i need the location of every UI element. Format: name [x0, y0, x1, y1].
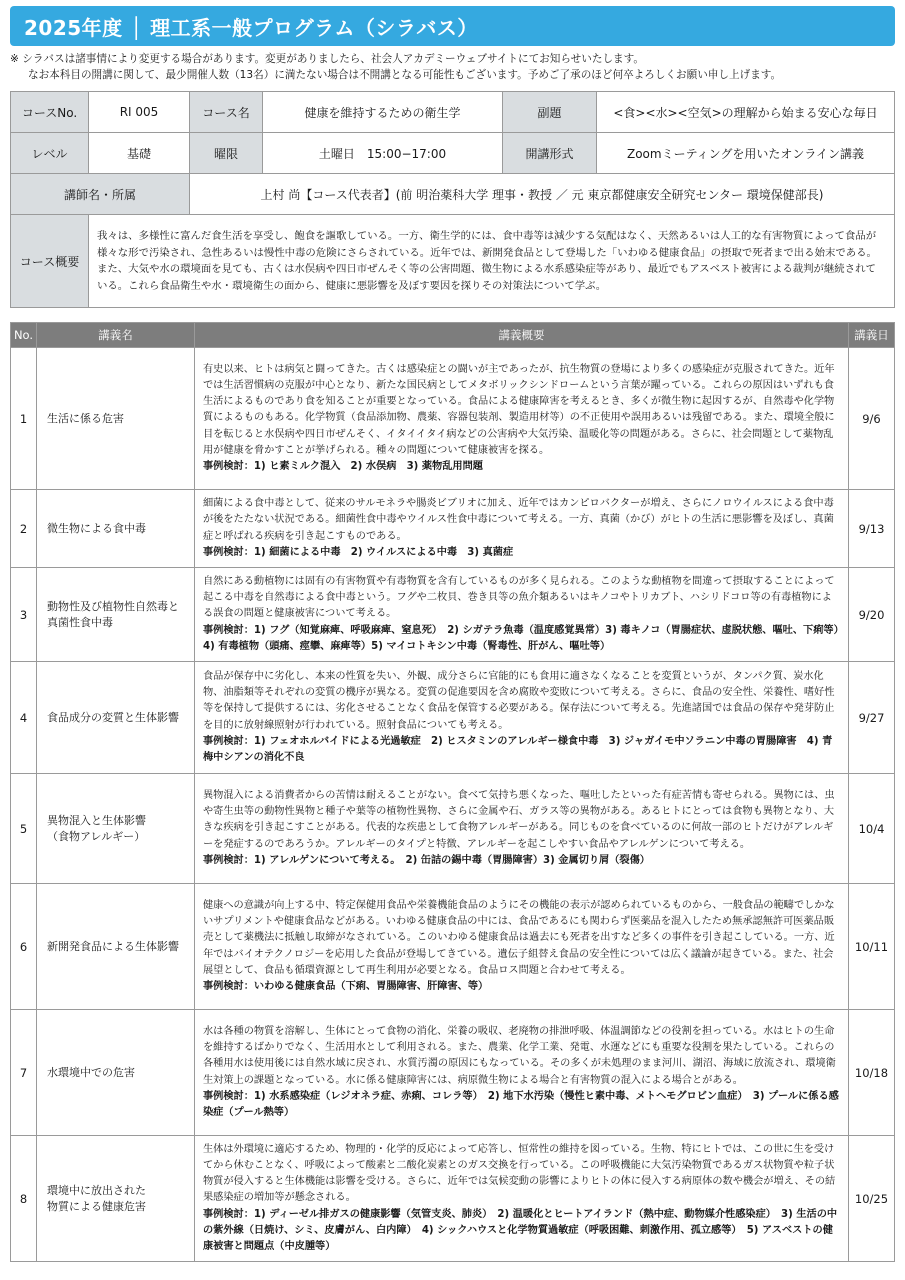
lecture-table-header — [11, 323, 895, 348]
lecture-name: 水環境中での危害 — [37, 1010, 195, 1136]
lecture-summary-text: 生体は外環境に適応するため、物理的・化学的反応によって応答し、恒常性の維持を図っている。生物、特にヒトでは、この世に生を受けてから休むことなく、呼吸によって酸素と二酸化炭素とのガス交換を行っている。この呼吸機能に大気汚染物質であるガス状物質や粒子状物質が侵入すると生体機能は影響を受ける。さらに、近年では気候変動の影響によりヒトの体に侵入する病原体の数や機会が増え、その結果感染症の増加等が懸念される。 — [203, 1144, 836, 1204]
lecture-case-study: 事例検討：いわゆる健康食品（下痢、胃腸障害、肝障害、等） — [203, 980, 489, 992]
lecture-case-study: 事例検討：1) 水系感染症（レジオネラ症、赤痢、コレラ等） 2) 地下水汚染（慢性ヒ素中毒、メトヘモグロビン血症） 3) プールに係る感染症（プール熱等） — [203, 1090, 839, 1118]
lecture-summary-text: 異物混入による消費者からの苦情は耐えることがない。食べて気持ち悪くなった、嘔吐したといった有症苦情も寄せられる。異物には、虫や寄生虫等の動物性異物と種子や葉等の植物性異物、さらに金属や石、ガラス等の異物がある。あるヒトにとっては食物も異物となり、大きな疾病を引き起こすことがある。代表的な疾患として食物アレルギーがある。同じものを食べているのに何故一部のヒトだけがアレルギーを発症するのであろうか。アレルギーのタイプと特徴、アレルギーを起こしやすい食品やアレルゲンについて考える。 — [203, 790, 835, 850]
lecture-summary-text: 有史以来、ヒトは病気と闘ってきた。古くは感染症との闘いが主であったが、抗生物質の登場により多くの感染症が克服されてきた。近年では生活習慣病の克服が中心となり、新たな国民病としてメタボリックシンドロームという言葉が躍っている。これらの原因はいずれも食生活によるものであり食を知ることが重要となっている。食品による健康障害を考えるとき、多くが微生物に起因するが、自然毒や化学物質によるものもある。化学物質（食品添加物、農薬、容器包装剤、製造用材等）の不正使用や誤用あるいは残留である。また、環境全般に目を転じると水俣病や四日市ぜんそく、イタイイタイ病などの公害病や大気汚染、温暖化等の問題がある。さらに、社会問題として薬物乱用が健康を脅かすことが挙げられる。種々の問題について健康被害を探る。 — [203, 364, 835, 456]
course-day-label: 曜限 — [190, 133, 263, 174]
lecture-summary — [195, 490, 849, 568]
course-subtitle-label: 副題 — [503, 92, 597, 133]
lecture-summary-text: 細菌による食中毒として、従来のサルモネラや腸炎ビブリオに加え、近年ではカンピロバクターが増え、さらにノロウイルスによる食中毒が後をたたない状況である。細菌性食中毒やウイルス性食中毒について考える。一方、真菌（かび）がヒトの生活に悪影響を及ぼし、真菌症と呼ばれる疾病を引き起こすものである。 — [203, 498, 834, 542]
lecture-date: 9/20 — [849, 568, 895, 662]
lecture-name: 環境中に放出された 物質による健康危害 — [37, 1136, 195, 1262]
lecture-name: 食品成分の変質と生体影響 — [37, 662, 195, 774]
lecture-summary — [195, 1136, 849, 1262]
lecture-date: 9/6 — [849, 348, 895, 490]
lecture-no: 6 — [11, 884, 37, 1010]
lecture-no: 2 — [11, 490, 37, 568]
lecture-case-study: 事例検討：1) アレルゲンについて考える。 2) 缶詰の錫中毒（胃腸障害）3) 金属切り屑（裂傷） — [203, 854, 650, 866]
table-row — [11, 884, 895, 1010]
table-row — [11, 662, 895, 774]
lecture-no: 8 — [11, 1136, 37, 1262]
lecture-summary — [195, 884, 849, 1010]
lecture-summary — [195, 1010, 849, 1136]
lecture-table — [10, 322, 895, 1262]
lecture-date: 9/13 — [849, 490, 895, 568]
course-overview-label: コース概要 — [11, 215, 89, 308]
course-no-value: RI 005 — [89, 92, 190, 133]
lecture-no: 5 — [11, 774, 37, 884]
table-row — [11, 490, 895, 568]
header-no: No. — [11, 323, 37, 348]
lecture-no: 1 — [11, 348, 37, 490]
lecture-no: 3 — [11, 568, 37, 662]
lecture-summary-text: 食品が保存中に劣化し、本来の性質を失い、外観、成分さらに官能的にも食用に適さなくなることを変質というが、タンパク質、炭水化物、油脂類等それぞれの変質の機序が異なる。変質の促進要因を含め腐敗や変敗について考える。さらに、食品の安全性、栄養性、嗜好性等を保持して提供するには、劣化させることなく食品を保管する必要がある。保存法について考える。先進諸国では食品の保存や発芽防止を目的に放射線照射が行われている。照射食品についても考える。 — [203, 671, 835, 731]
course-subtitle-value: <食><水><空気>の理解から始まる安心な毎日 — [597, 92, 895, 133]
lecture-case-study: 事例検討：1) フェオホルバイドによる光過敏症 2) ヒスタミンのアレルギー様食中毒 3) ジャガイモ中ソラニン中毒の胃腸障害 4) 青梅中シアンの消化不良 — [203, 735, 833, 763]
course-name-label: コース名 — [190, 92, 263, 133]
header-name: 講義名 — [37, 323, 195, 348]
course-info-row — [11, 215, 895, 308]
lecture-no: 4 — [11, 662, 37, 774]
course-no-label: コースNo. — [11, 92, 89, 133]
notice-line-1: ※ シラバスは諸事情により変更する場合があります。変更がありましたら、社会人アカデミーウェブサイトにてお知らせいたします。 — [10, 53, 644, 65]
course-info-row — [11, 133, 895, 174]
lecture-no: 7 — [11, 1010, 37, 1136]
course-info-table — [10, 91, 895, 308]
notice-line-2: なお本科目の開講に関して、最少開催人数（13名）に満たない場合は不開講となる可能性もございます。予めご了承のほど何卒よろしくお願い申し上げます。 — [28, 69, 782, 81]
course-format-label: 開講形式 — [503, 133, 597, 174]
lecture-case-study: 事例検討：1) 細菌による中毒 2) ウイルスによる中毒 3) 真菌症 — [203, 546, 514, 558]
course-overview-text: 我々は、多様性に富んだ食生活を享受し、飽食を謳歌している。一方、衛生学的には、食中毒等は減少する気配はなく、天然あるいは人工的な有害物質によって食品が様々な形で汚染され、急性あるいは慢性中毒の危険にさらされている。近年では、新開発食品として登場した「いわゆる健康食品」の摂取で死者まで出る始末である。また、大気や水の環境面を見ても、古くは水俣病や四日市ぜんそく等の公害問題、微生物による水系感染症等があり、最近でもアスベスト被害による裁判が継続されている。これら食品衛生や水・環境衛生の面から、健康に悪影響を及ぼす要因を探りその対策法について学ぶ。 — [89, 215, 895, 308]
lecture-name: 異物混入と生体影響 （食物アレルギー） — [37, 774, 195, 884]
lecture-name: 生活に係る危害 — [37, 348, 195, 490]
course-instructor-value: 上村 尚【コース代表者】(前 明治薬科大学 理事・教授 ／ 元 東京都健康安全研究センター 環境保健部長) — [190, 174, 895, 215]
lecture-date: 10/11 — [849, 884, 895, 1010]
lecture-case-study: 事例検討：1) ヒ素ミルク混入 2) 水俣病 3) 薬物乱用問題 — [203, 460, 483, 472]
course-info-row — [11, 92, 895, 133]
course-level-value: 基礎 — [89, 133, 190, 174]
header-date: 講義日 — [849, 323, 895, 348]
header-summary: 講義概要 — [195, 323, 849, 348]
lecture-summary — [195, 348, 849, 490]
lecture-date: 10/25 — [849, 1136, 895, 1262]
course-instructor-label: 講師名・所属 — [11, 174, 190, 215]
lecture-summary-text: 自然にある動植物には固有の有害物質や有毒物質を含有しているものが多く見られる。このような動植物を間違って摂取することによって起こる中毒を自然毒による食中毒という。フグや二枚貝、巻き貝等の魚介類あるいはキノコやトリカブト、ハシリドコロ等の有毒植物による誤食の問題と健康被害について考える。 — [203, 576, 835, 620]
lecture-name: 動物性及び植物性自然毒と 真菌性食中毒 — [37, 568, 195, 662]
lecture-date: 10/18 — [849, 1010, 895, 1136]
course-level-label: レベル — [11, 133, 89, 174]
lecture-summary-text: 健康への意識が向上する中、特定保健用食品や栄養機能食品のようにその機能の表示が認められているものから、一般食品の範疇でしかないサプリメントや健康食品などがある。いわゆる健康食品の中には、食品であるにも関わらず医薬品を混入したため無承認無許可医薬品販売として薬機法に抵触し取締がなされている。このいわゆる健康食品は過去にも死者を出すなど多くの事件を引き起こしている。一方、近年ではバイオテクノロジーを応用した食品が登場してきている。遺伝子組替え食品の安全性については広く議論が起きている。また、社会展望として、食品も循環資源として再生利用が必要となる。食品ロス問題と合わせて考える。 — [203, 900, 835, 976]
table-row — [11, 1136, 895, 1262]
course-format-value: Zoomミーティングを用いたオンライン講義 — [597, 133, 895, 174]
course-day-value: 土曜日 15:00−17:00 — [263, 133, 503, 174]
lecture-date: 10/4 — [849, 774, 895, 884]
table-row — [11, 774, 895, 884]
lecture-summary-text: 水は各種の物質を溶解し、生体にとって食物の消化、栄養の吸収、老廃物の排泄呼吸、体温調節などの役割を担っている。水はヒトの生命を維持するばかりでなく、生活用水として利用される。また、農業、化学工業、発電、水運などにも重要な役割を果たしている。これらの各種用水は使用後には自然水域に戻され、水質汚濁の原因にもなっている。その多くが未処理のまま河川、湖沼、海域に放流され、環境衛生対策上の課題となっている。水に係る健康障害には、病原微生物による場合と有害物質の混入による場合とがある。 — [203, 1026, 836, 1086]
course-info-row — [11, 174, 895, 215]
table-row — [11, 1010, 895, 1136]
lecture-case-study: 事例検討：1) フグ（知覚麻痺、呼吸麻痺、窒息死） 2) シガテラ魚毒（温度感覚異常）3) 毒キノコ（胃腸症状、虚脱状態、嘔吐、下痢等）4) 有毒植物（頭痛、痙攣、麻痺等）5) マイコトキシン中毒（腎毒性、肝がん、嘔吐等） — [203, 624, 839, 652]
table-row — [11, 568, 895, 662]
course-name-value: 健康を維持するための衛生学 — [263, 92, 503, 133]
table-row — [11, 348, 895, 490]
lecture-summary — [195, 568, 849, 662]
lecture-name: 微生物による食中毒 — [37, 490, 195, 568]
page-title: 2025年度 │ 理工系一般プログラム（シラバス） — [10, 6, 895, 46]
notice — [10, 51, 895, 83]
lecture-summary — [195, 662, 849, 774]
lecture-name: 新開発食品による生体影響 — [37, 884, 195, 1010]
lecture-summary — [195, 774, 849, 884]
lecture-case-study: 事例検討：1) ディーゼル排ガスの健康影響（気管支炎、肺炎） 2) 温暖化とヒートアイランド（熱中症、動物媒介性感染症） 3) 生活の中の紫外線（日焼け、シミ、皮膚がん、白内障） 4) シックハウスと化学物質過敏症（呼吸困難、刺激作用、孤立感等） 5) アスベストの健康被害と問題点（中皮腫等） — [203, 1208, 838, 1252]
lecture-date: 9/27 — [849, 662, 895, 774]
